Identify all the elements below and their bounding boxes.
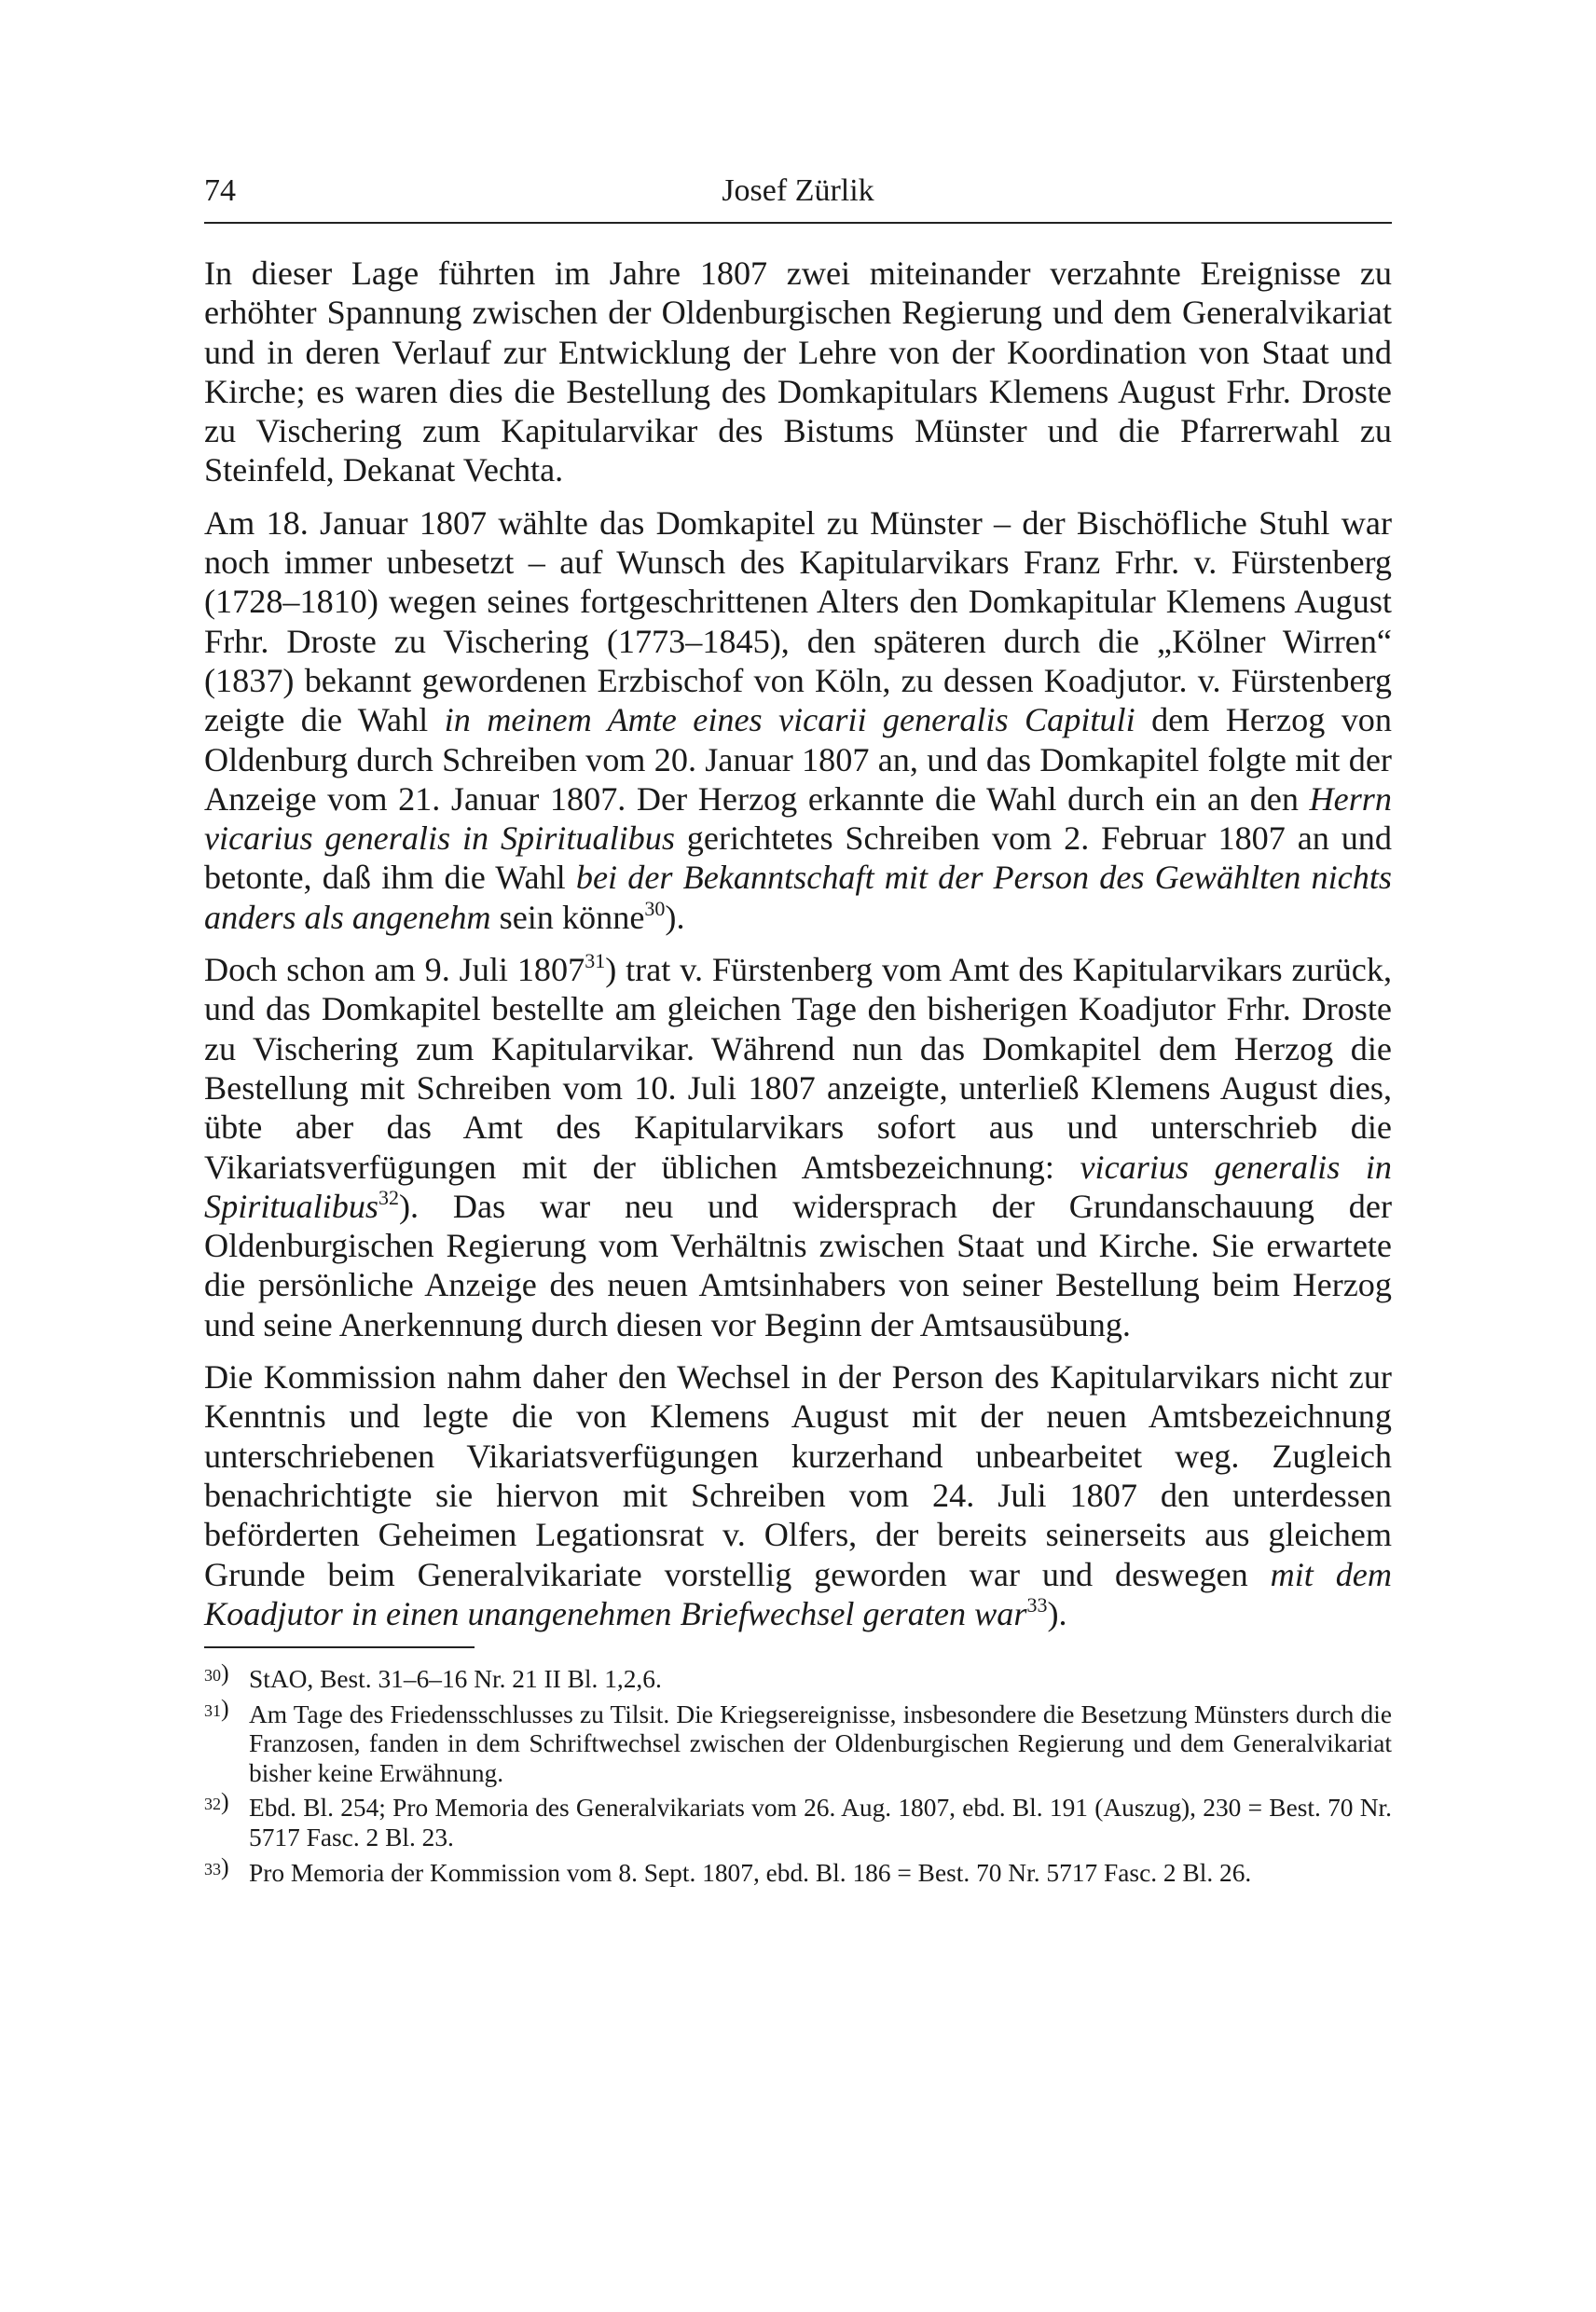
italic-quote: mit dem Koadjutor in einen unangenehmen Briefwechsel geraten war [204, 1555, 1393, 1632]
footnote-reference: 33 [1026, 1592, 1048, 1617]
text-run: ) trat v. Fürstenberg vom Amt des Kapitularvikars zurück, und das Domkapitel bestellte am gleichen Tage den bisherigen Koadjutor Frhr. Droste zu Vischering zum Kapitularvikar. Während nun das Domkapitel dem Herzog die Bestellung mit Schreiben vom 10. Juli 1807 anzeigte, unterließ Klemens August dies, übte aber das Amt des Kapitularvikars sofort aus und unterschrieb die Vikariatsverfügungen mit der üblichen Amtsbezeichnung: [204, 951, 1392, 1186]
text-run: gerichtetes Schreiben vom 2. Februar 1807 an und betonte, daß ihm die Wahl [204, 819, 1392, 897]
footnote-text: Pro Memoria der Kommission vom 8. Sept. 1807, ebd. Bl. 186 = Best. 70 Nr. 5717 Fasc. 2 Bl. 26. [249, 1858, 1252, 1887]
footnote [204, 1852, 1392, 1889]
page-number: 74 [204, 173, 236, 208]
text-run: sein könne [490, 898, 645, 936]
italic-quote: in meinem Amte eines vicarii generalis Capituli [444, 701, 1135, 739]
footnote-number: 30) [204, 1659, 229, 1687]
footnote-number: 33) [204, 1852, 229, 1880]
footnote-text: StAO, Best. 31–6–16 Nr. 21 II Bl. 1,2,6. [249, 1665, 662, 1694]
footnote-separator [204, 1646, 475, 1648]
text-run: ). Das war neu und widersprach der Grundanschauung der Oldenburgischen Regierung vom Verhältnis zwischen Staat und Kirche. Sie erwartete die persönliche Anzeige des neuen Amtsinhabers von seiner Bestellung beim Herzog und seine Anerkennung durch diesen vor Beginn der Amtsausübung. [204, 1187, 1392, 1343]
italic-quote: Herrn vicarius generalis in Spiritualibus [204, 779, 1392, 858]
footnote-reference: 31 [585, 949, 606, 973]
text-run: dem Herzog von Oldenburg durch Schreiben vom 20. Januar 1807 an, und das Domkapitel folgte mit der Anzeige vom 21. Januar 1807. Der Herzog erkannte die Wahl durch ein an den [204, 701, 1392, 818]
footnote-number: 32) [204, 1788, 229, 1816]
footnotes [204, 1659, 1392, 1888]
footnote [204, 1694, 1392, 1789]
text-run: Doch schon am 9. Juli 1807 [204, 951, 585, 989]
text-run: In dieser Lage führten im Jahre 1807 zwei miteinander verzahnte Ereignisse zu erhöhter Spannung zwischen der Oldenburgischen Regierung und dem Generalvikariat und in deren Verlauf zur Entwicklung der Lehre von der Koordination von Staat und Kirche; es waren dies die Bestellung des Domkapitulars Klemens August Frhr. Droste zu Vischering zum Kapitularvikar des Bistums Münster und die Pfarrerwahl zu Steinfeld, Dekanat Vechta. [204, 255, 1392, 489]
paragraph [204, 950, 1392, 1344]
italic-quote: bei der Bekanntschaft mit der Person des Gewählten nichts anders als angenehm [204, 859, 1392, 936]
footnote-number: 31) [204, 1694, 229, 1722]
paragraph [204, 254, 1392, 490]
text-run: ). [1047, 1594, 1067, 1632]
text-run: Die Kommission nahm daher den Wechsel in der Person des Kapitularvikars nicht zur Kenntnis und legte die von Klemens August mit der neuen Amtsbezeichnung unterschriebenen Vikariatsverfügungen kurzerhand unbearbeitet weg. Zugleich benachrichtigte sie hiervon mit Schreiben vom 24. Juli 1807 den unterdessen beförderten Geheimen Legationsrat v. Olfers, der bereits seinerseits aus gleichem Grunde beim Generalvikariate vorstellig geworden war und deswegen [204, 1358, 1392, 1593]
text-run: ). [665, 898, 685, 936]
text-run: Am 18. Januar 1807 wählte das Domkapitel zu Münster – der Bischöfliche Stuhl war noch immer unbesetzt – auf Wunsch des Kapitularvikars Franz Frhr. v. Fürstenberg (1728–1810) wegen seines fortgeschrittenen Alters den Domkapitular Klemens August Frhr. Droste zu Vischering (1773–1845), den späteren durch die „Kölner Wirren“ (1837) bekannt gewordenen Erzbischof von Köln, zu dessen Koadjutor. v. Fürstenberg zeigte die Wahl [204, 503, 1392, 739]
footnote [204, 1659, 1392, 1695]
page-body [204, 254, 1392, 1893]
italic-quote: vicarius generalis in Spiritualibus [204, 1148, 1392, 1225]
footnote-reference: 32 [378, 1185, 399, 1209]
page-header [204, 166, 1392, 222]
footnote [204, 1788, 1392, 1852]
footnote-reference: 30 [644, 896, 666, 920]
footnote-text: Ebd. Bl. 254; Pro Memoria des Generalvikariats vom 26. Aug. 1807, ebd. Bl. 191 (Auszug), 230 = Best. 70 Nr. 5717 Fasc. 2 Bl. 23. [249, 1794, 1392, 1852]
paragraph [204, 503, 1392, 937]
header-rule [204, 222, 1392, 224]
running-head: Josef Zürlik [722, 173, 874, 208]
footnote-text: Am Tage des Friedensschlusses zu Tilsit. Die Kriegsereignisse, insbesondere die Besetzung Münsters durch die Franzosen, fanden in dem Schriftwechsel zwischen der Oldenburgischen Regierung und dem Generalvikariat bisher keine Erwähnung. [249, 1700, 1392, 1787]
main-text [204, 254, 1392, 1633]
paragraph [204, 1357, 1392, 1633]
